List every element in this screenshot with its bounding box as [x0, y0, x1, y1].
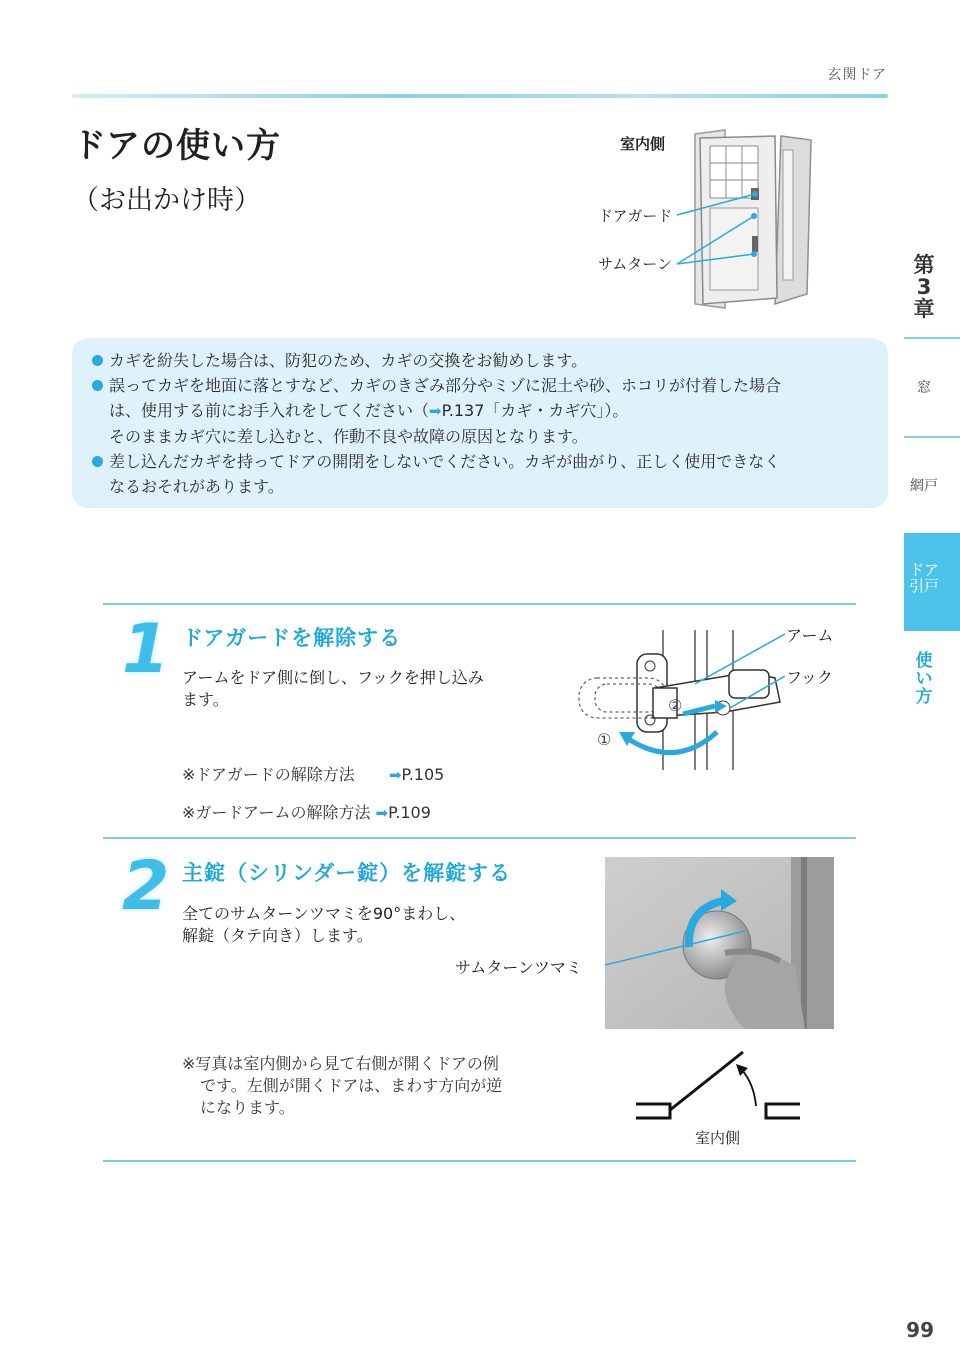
arm-label: アーム — [786, 626, 834, 645]
sidebar-active-line: ドア — [909, 561, 939, 579]
step-body-line: 解錠（タテ向き）します。 — [182, 926, 373, 945]
step-mark-2: ② — [668, 696, 683, 715]
reference-text: ※ドアガードの解除方法 — [182, 765, 355, 784]
door-swing-diagram — [630, 1046, 810, 1126]
sidebar-divider — [904, 337, 960, 339]
thumbturn-knob-label: サムターンツマミ — [455, 958, 582, 977]
page-number: 99 — [906, 1318, 934, 1342]
door-guard-label: ドアガード — [598, 207, 673, 225]
step-divider — [103, 1160, 856, 1162]
header-rule — [72, 94, 888, 98]
photo-note — [182, 1053, 502, 1119]
caution-item-continued: なるおそれがあります。 — [109, 477, 284, 496]
caution-item-continued: そのままカギ穴に差し込むと、作動不良や故障の原因となります。 — [109, 427, 588, 446]
step-body — [182, 667, 484, 711]
reference-text: ※ガードアームの解除方法 — [182, 803, 371, 822]
right-arrow-icon: ➡ — [429, 402, 442, 420]
indoor-side-label: 室内側 — [695, 1129, 741, 1147]
sidebar-item-screen[interactable]: 網戸 — [910, 478, 938, 494]
thumbturn-photo — [605, 857, 834, 1029]
chapter-label — [904, 254, 944, 320]
step-title: ドアガードを解除する — [182, 626, 402, 650]
step-body-line: ます。 — [182, 690, 229, 709]
right-arrow-icon: ➡ — [375, 804, 389, 822]
caution-item: カギを紛失した場合は、防犯のため、カギの交換をお勧めします。 — [92, 348, 872, 373]
photo-note-line: になります。 — [200, 1098, 295, 1117]
caution-text: は、使用する前にお手入れをしてください（ — [109, 401, 430, 420]
caution-item-continued — [92, 398, 872, 424]
caution-list — [92, 348, 872, 499]
step-body — [182, 903, 465, 947]
caution-page-ref[interactable]: P.137「カギ・カギ穴」）。 — [441, 401, 629, 420]
chapter-prefix: 第 — [913, 253, 935, 277]
sidebar-item-window[interactable]: 窓 — [917, 380, 931, 396]
step-number: 2 — [122, 847, 170, 926]
step-divider — [103, 603, 856, 605]
reference-line — [182, 762, 444, 785]
step-body-line: 全てのサムターンツマミを90°まわし、 — [182, 904, 466, 923]
sidebar-current-char: 方 — [915, 687, 933, 707]
caution-item: 差し込んだカギを持ってドアの開閉をしないでください。カギが曲がり、正しく使用できなく — [92, 449, 872, 474]
section-label: 玄関ドア — [827, 67, 887, 83]
chapter-suffix: 章 — [913, 297, 935, 321]
reference-page-link[interactable]: P.109 — [388, 803, 431, 822]
step-title: 主錠（シリンダー錠）を解錠する — [182, 861, 512, 885]
step-body-line: アームをドア側に倒し、フックを押し込み — [182, 668, 484, 687]
photo-note-line: です。左側が開くドアは、まわす方向が逆 — [200, 1076, 503, 1095]
step-mark-1: ① — [597, 730, 612, 749]
sidebar-divider — [904, 436, 960, 438]
sidebar-active-line: 引戸 — [908, 577, 939, 595]
step-divider — [103, 837, 856, 839]
step-number: 1 — [122, 610, 170, 689]
caution-item: 誤ってカギを地面に落とすなど、カギのきざみ部分やミゾに泥土や砂、ホコリが付着した場合 — [92, 373, 872, 398]
sidebar-current-section — [904, 652, 944, 706]
photo-note-line: ※写真は室内側から見て右側が開くドアの例 — [182, 1054, 499, 1073]
reference-page-link[interactable]: P.105 — [401, 765, 445, 784]
sidebar-current-char: い — [915, 669, 933, 689]
reference-line — [182, 800, 431, 823]
page-subtitle: （お出かけ時） — [72, 185, 261, 216]
sidebar-current-char: 使 — [915, 651, 933, 671]
thumbturn-label: サムターン — [598, 255, 672, 273]
right-arrow-icon: ➡ — [388, 766, 402, 784]
sidebar-active-label — [904, 562, 944, 594]
page-title: ドアの使い方 — [72, 126, 281, 166]
hook-label: フック — [786, 668, 833, 687]
door-caption: 室内側 — [620, 135, 666, 153]
chapter-number: 3 — [916, 275, 932, 299]
